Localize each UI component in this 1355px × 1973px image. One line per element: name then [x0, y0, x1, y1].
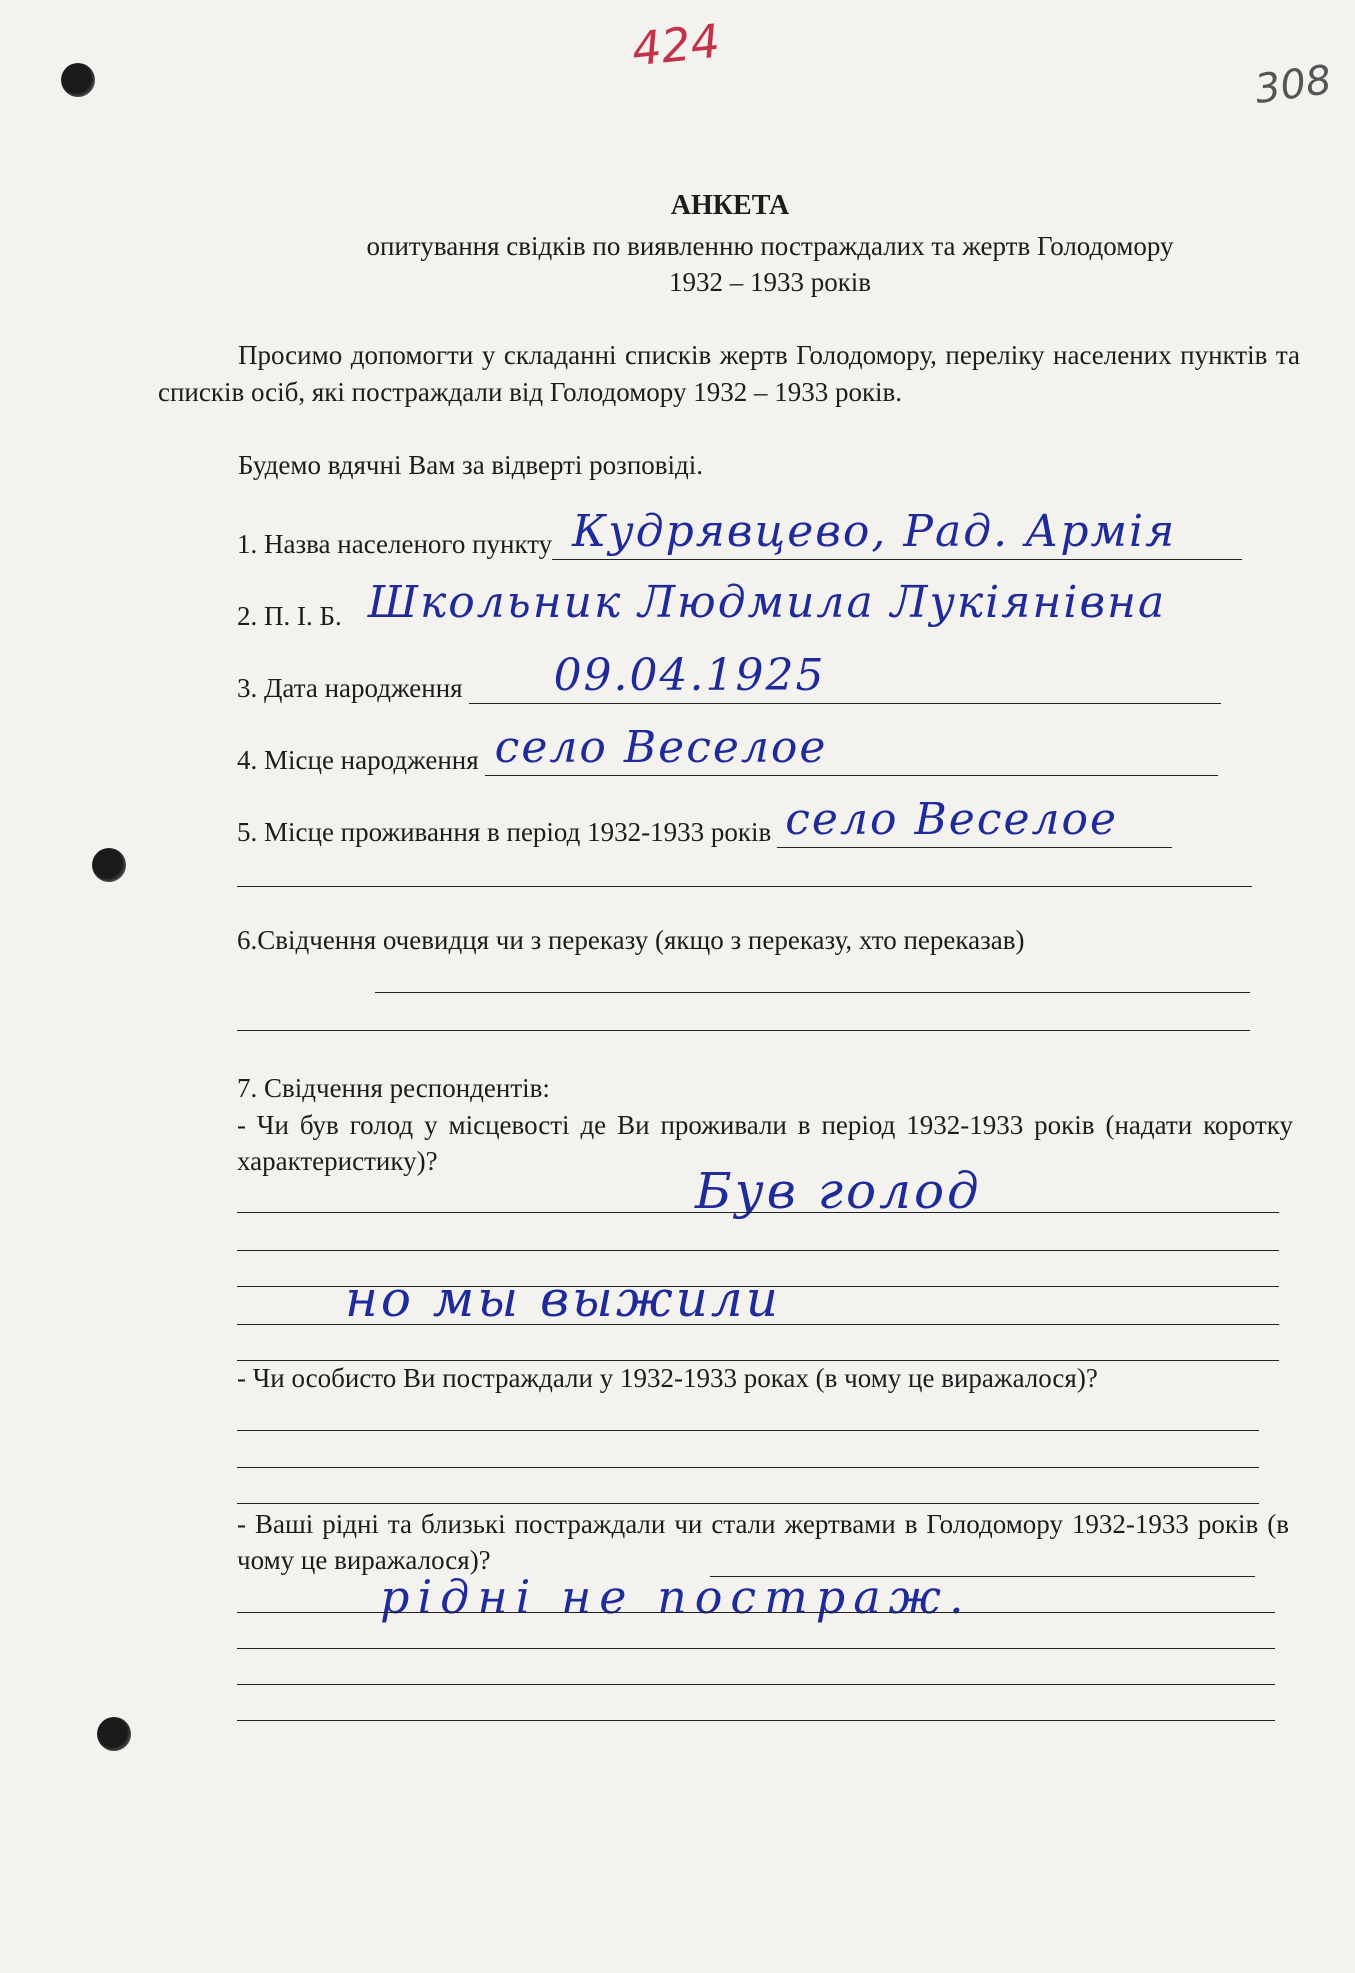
q6-text: 6.Свідчення очевидця чи з переказу (якщо з переказу, хто переказав) — [237, 925, 1025, 955]
q7-q1-line[interactable] — [237, 1324, 1279, 1325]
birth-date-value: 09.04.1925 — [553, 650, 826, 701]
punch-hole — [92, 848, 126, 882]
intro-paragraph: Просимо допомогти у складанні списків жертв Голодомору, переліку населених пунктів та списків осіб, які постраждали від Голодомору 1932 – 1933 років. — [158, 340, 1300, 407]
birth-place-value: село Веселое — [494, 722, 828, 773]
form-subtitle — [280, 228, 1260, 300]
q7-q3-line[interactable] — [237, 1612, 1275, 1613]
q7-q1-answer-2: но мы выжили — [345, 1270, 781, 1328]
settlement-row — [237, 506, 1242, 560]
birth-date-row — [237, 650, 1221, 704]
q7-q2-text: - Чи особисто Ви постраждали у 1932-1933 роках (в чому це виражалося)? — [237, 1363, 1098, 1393]
punch-hole — [61, 63, 95, 97]
q7-q1-text: - Чи був голод у місцевості де Ви проживали в період 1932-1933 років (надати коротку характеристику)? — [237, 1110, 1293, 1176]
q7-q2-line[interactable] — [237, 1503, 1259, 1504]
name-field[interactable] — [348, 577, 1308, 632]
settlement-value: Кудрявцево, Рад. Армія — [572, 506, 1177, 557]
intro-thanks: Будемо вдячні Вам за відверті розповіді. — [238, 450, 704, 480]
residence-label: 5. Місце проживання в період 1932-1933 років — [237, 817, 772, 847]
q7-q2-line[interactable] — [237, 1467, 1259, 1468]
birth-date-label: 3. Дата народження — [237, 673, 463, 703]
subtitle-line-1: опитування свідків по виявленню постраждалих та жертв Голодомору — [366, 231, 1174, 261]
q7-q1-answer-1: Був голод — [695, 1162, 982, 1220]
residence-field[interactable] — [777, 794, 1172, 848]
q7-q1-line[interactable] — [237, 1212, 1279, 1213]
residence-extra-line[interactable] — [237, 886, 1252, 887]
q7-q3-line[interactable] — [237, 1684, 1275, 1685]
birth-place-field[interactable] — [485, 722, 1218, 776]
name-label: 2. П. І. Б. — [237, 601, 342, 631]
birth-date-field[interactable] — [469, 650, 1221, 704]
birth-place-row — [237, 722, 1218, 776]
archive-number: 424 — [629, 13, 723, 77]
q7-q2-line[interactable] — [237, 1430, 1259, 1431]
page-number: 308 — [1252, 56, 1335, 114]
q7-q3-line[interactable] — [237, 1720, 1275, 1721]
residence-row — [237, 794, 1172, 848]
subtitle-line-2: 1932 – 1933 років — [668, 267, 872, 297]
name-row — [237, 577, 1308, 632]
name-value: Школьник Людмила Лукіянівна — [367, 577, 1167, 628]
q7-q1-line[interactable] — [237, 1250, 1279, 1251]
q6-answer-line[interactable] — [237, 1030, 1250, 1031]
q7-heading: 7. Свідчення респондентів: — [237, 1073, 550, 1103]
q6-answer-line[interactable] — [375, 992, 1250, 993]
residence-value: село Веселое — [785, 794, 1119, 845]
form-title: АНКЕТА — [670, 190, 790, 221]
settlement-field[interactable] — [552, 506, 1242, 560]
q7-q3-answer: рідні не постраж. — [380, 1570, 972, 1624]
settlement-label: 1. Назва населеного пункту — [237, 529, 553, 559]
q7-q3-line[interactable] — [237, 1648, 1275, 1649]
birth-place-label: 4. Місце народження — [237, 745, 479, 775]
punch-hole — [97, 1717, 131, 1751]
q7-q3-text: - Ваші рідні та близькі постраждали чи стали жертвами в Голодомору 1932-1933 років (в чому це виражалося)? — [237, 1509, 1289, 1575]
